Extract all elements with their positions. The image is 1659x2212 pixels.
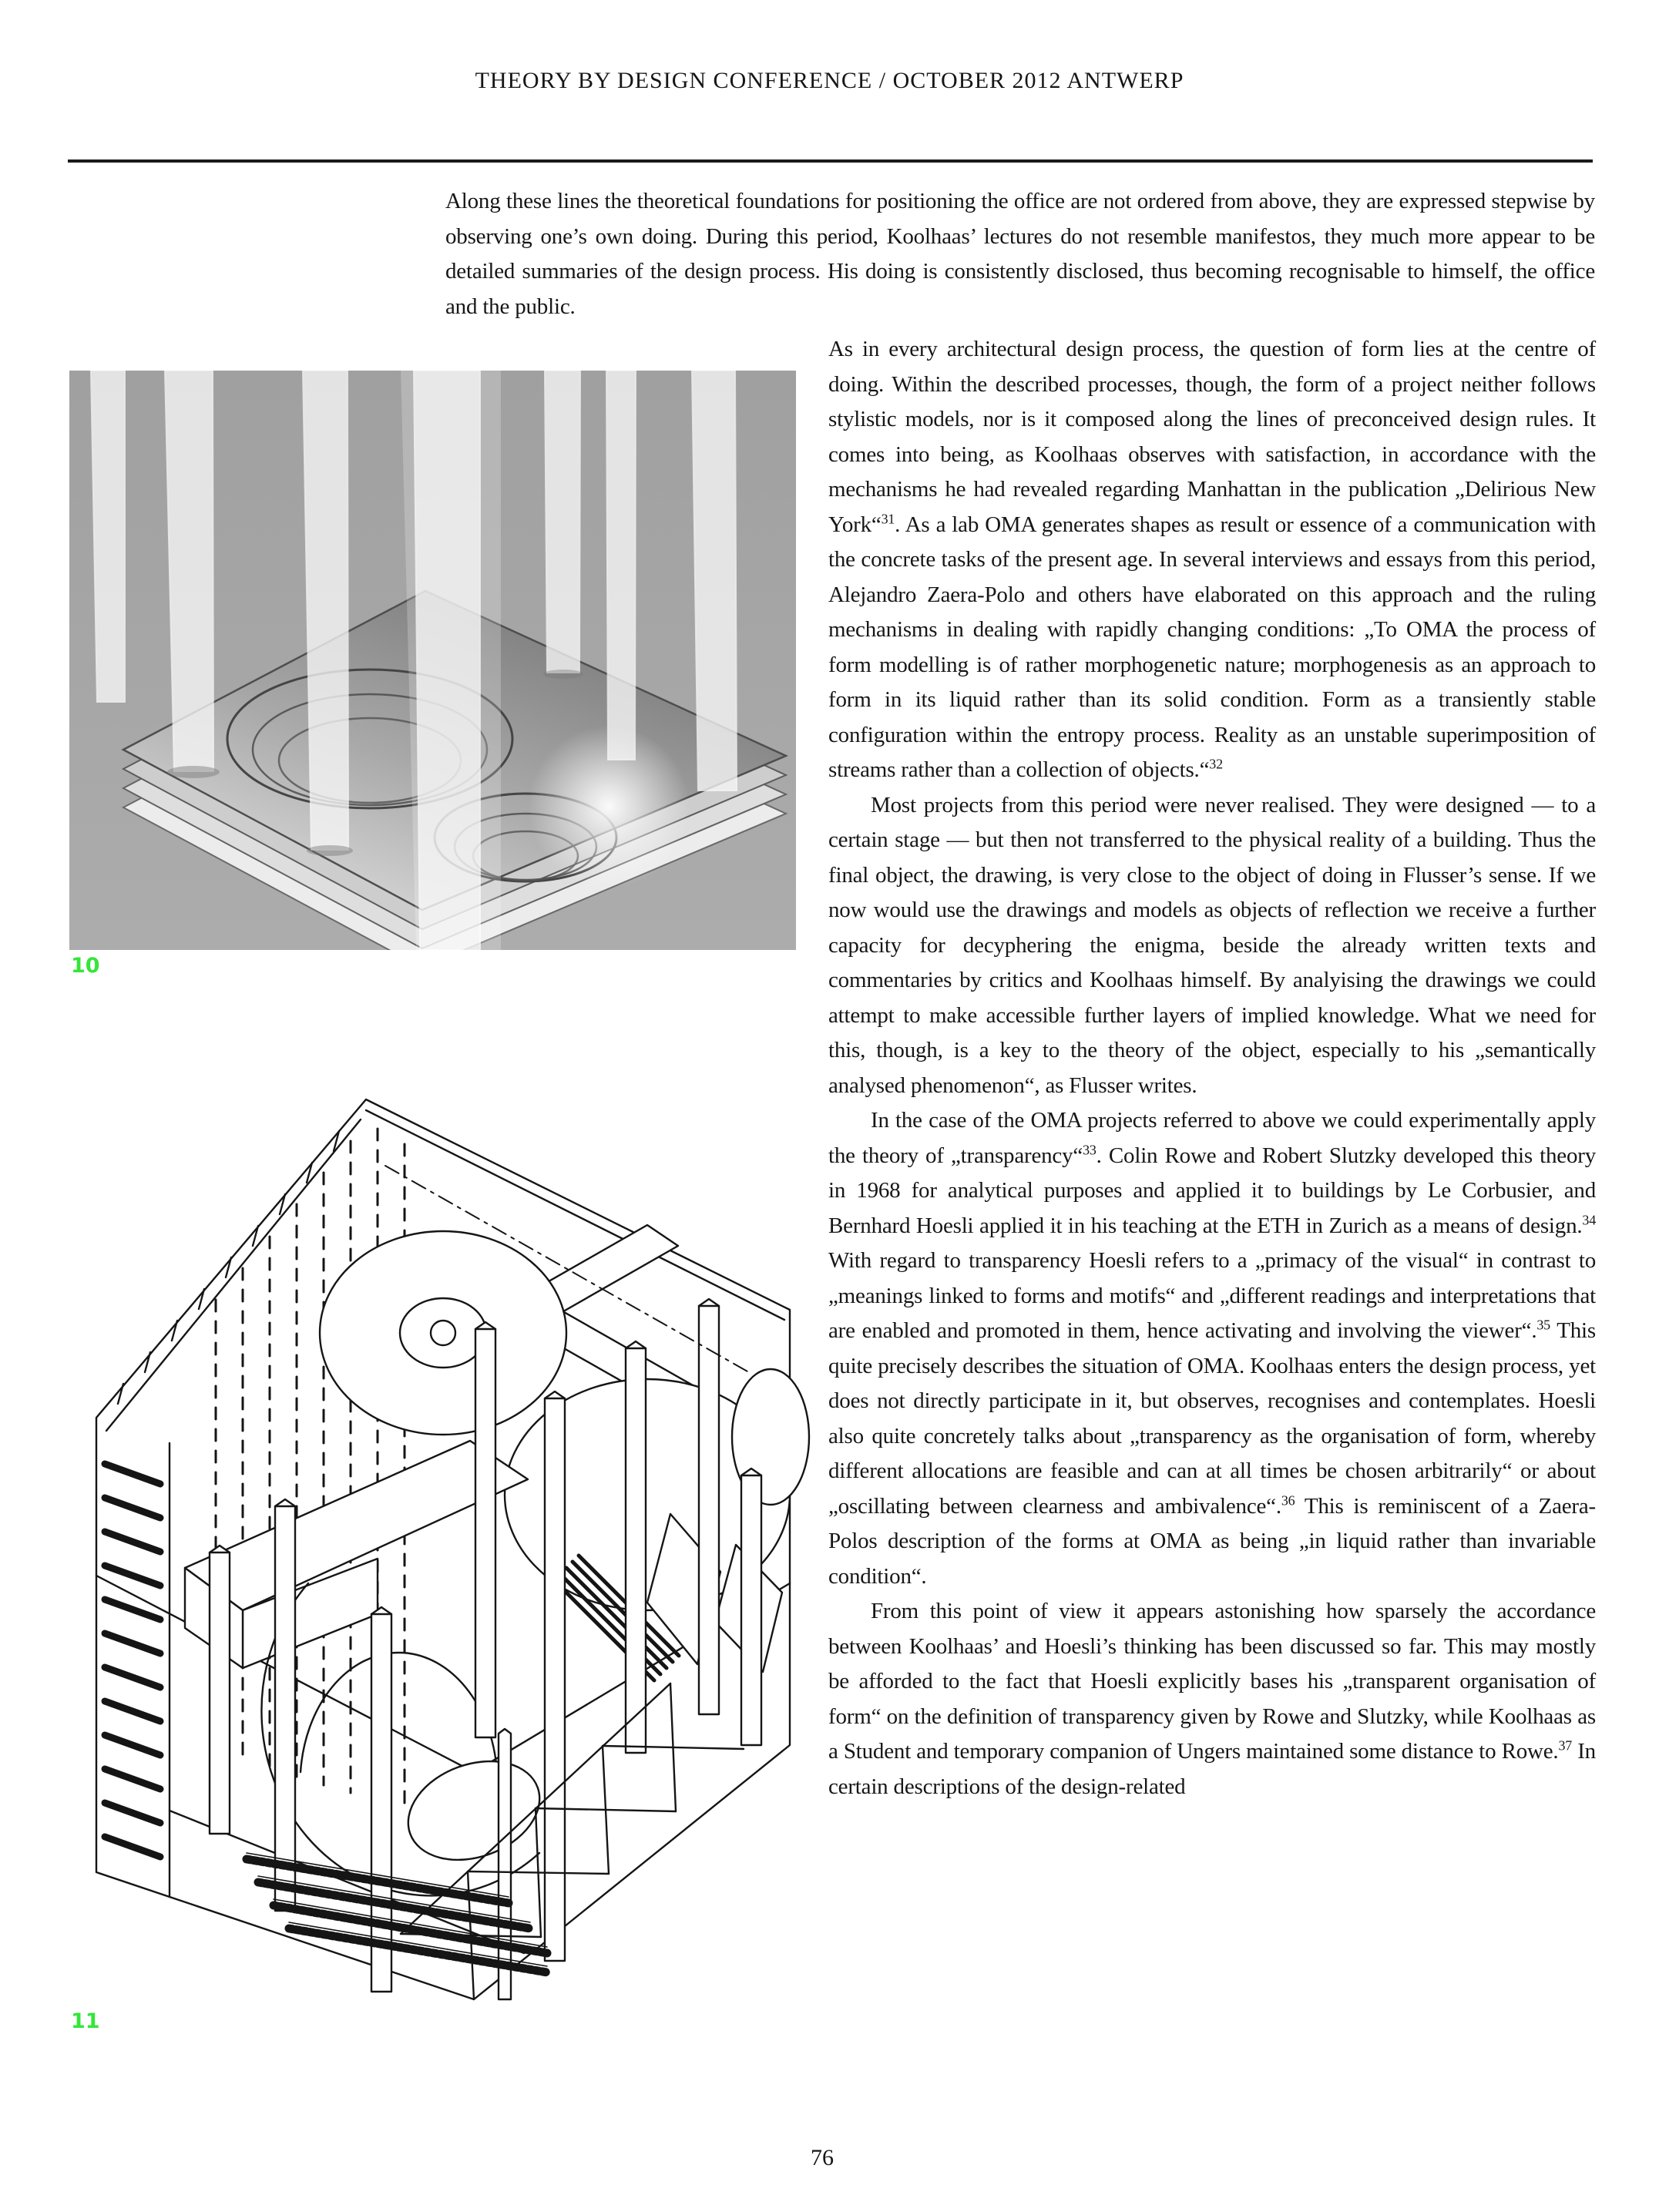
paragraph: Most projects from this period were never realised. They were designed — to a certain stage — but then not transferred to the physical reality of a building. Thus the final object, the drawing, is very close to the object of doing in Flusser’s sense. If we now would use the drawings and models as objects of reflection we receive a further capacity for decyphering the enigma, beside the already written texts and commentaries by critics and Koolhaas himself. By analyising the drawings we could attempt to make accessible further layers of implied knowledge. What we need for this, though, is a key to the theory of the object, especially to his „semantically analysed phenomenon“, as Flusser writes.	[828, 792, 1596, 1098]
footnote-marker: 31	[881, 510, 895, 526]
column	[828, 332, 1596, 1804]
footnote-marker: 33	[1083, 1141, 1096, 1157]
page-header: THEORY BY DESIGN CONFERENCE / OCTOBER 2012 ANTWERP	[475, 68, 1184, 93]
figure-11-label: 11	[71, 2009, 100, 2033]
intro-paragraph: Along these lines the theoretical foundations for positioning the office are not ordered from above, they are expressed stepwise by observing one’s own doing. During this period, Koolhaas’ lectures do not resemble manifestos, they much more appear to be detailed summaries of the design process. His doing is consistently disclosed, thus becoming recognisable to himself, the office and the public.	[445, 189, 1595, 319]
figure-11-image	[54, 1075, 821, 2003]
paragraph: From this point of view it appears astonishing how sparsely the accordance between Koolhaas’ and Hoesli’s thinking has been discussed so far. This may mostly be afforded to the fact that Hoesli explicitly bases his „transparent organisation of form“ on the definition of transparency given by Rowe and Slutzky, while Koolhaas as a Student and temporary companion of Ungers maintained some distance to Rowe.$^{37}$ In certain descriptions of the design-related	[828, 1599, 1596, 1799]
figure-10-image	[69, 371, 796, 950]
paragraph: As in every architectural design process, the question of form lies at the centre of doing. Within the described processes, though, the form of a project neither follows stylistic models, nor is it composed along the lines of preconceived design rules. It comes into being, as Koolhaas observes with satisfaction, in accordance with the mechanisms he had revealed regarding Manhattan in the publication „Delirious New York“$^{31}$. As a lab OMA generates shapes as result or essence of a communication with the concrete tasks of the present age. In several interviews and essays from this period, Alejandro Zaera-Polo and others have elaborated on this approach and the ruling mechanisms in dealing with rapidly changing conditions: „To OMA the process of form modelling is of rather morphogenetic nature; morphogenesis as an approach to form in its liquid rather than its solid condition. Form as a transiently stable configuration within the entropy process. Reality as an unstable superimposition of streams rather than a collection of objects.“$^{32}$	[828, 337, 1596, 782]
footnote-marker: 37	[1558, 1737, 1573, 1754]
footnote-marker: 35	[1536, 1317, 1550, 1333]
figure-10-label: 10	[71, 954, 100, 978]
paragraph: In the case of the OMA projects referred to above we could experimentally apply the theory of „transparency“$^{33}$. Colin Rowe and Robert Slutzky developed this theory in 1968 for analytical purposes and applied it to buildings by Le Corbusier, and Bernhard Hoesli applied it in his teaching at the ETH in Zurich as a means of design.$^{34}$ With regard to transparency Hoesli refers to a „primacy of the visual“ in contrast to „meanings linked to forms and motifs“ and „different readings and interpretations that are enabled and promoted in them, hence activating and involving the viewer“.$^{35}$ This quite precisely describes the situation of OMA. Koolhaas enters the design process, yet does not directly participate in it, but observes, recognises and contemplates. Hoesli also quite concretely talks about „transparency as the organisation of form, whereby different allocations are feasible and can at all times be chosen arbitrarily“ or about „oscillating between clearness and ambivalence“.$^{36}$ This is reminiscent of a Zaera-Polos description of the forms at OMA as being „in liquid rather than invariable condition“.	[828, 1108, 1596, 1589]
figure-10	[69, 371, 796, 950]
figure-11	[54, 1075, 821, 2003]
footnote-marker: 32	[1209, 756, 1223, 772]
page-number: 76	[811, 2145, 834, 2170]
footnote-marker: 36	[1281, 1492, 1295, 1508]
footnote-marker: 34	[1582, 1211, 1596, 1227]
header-divider	[68, 159, 1593, 163]
